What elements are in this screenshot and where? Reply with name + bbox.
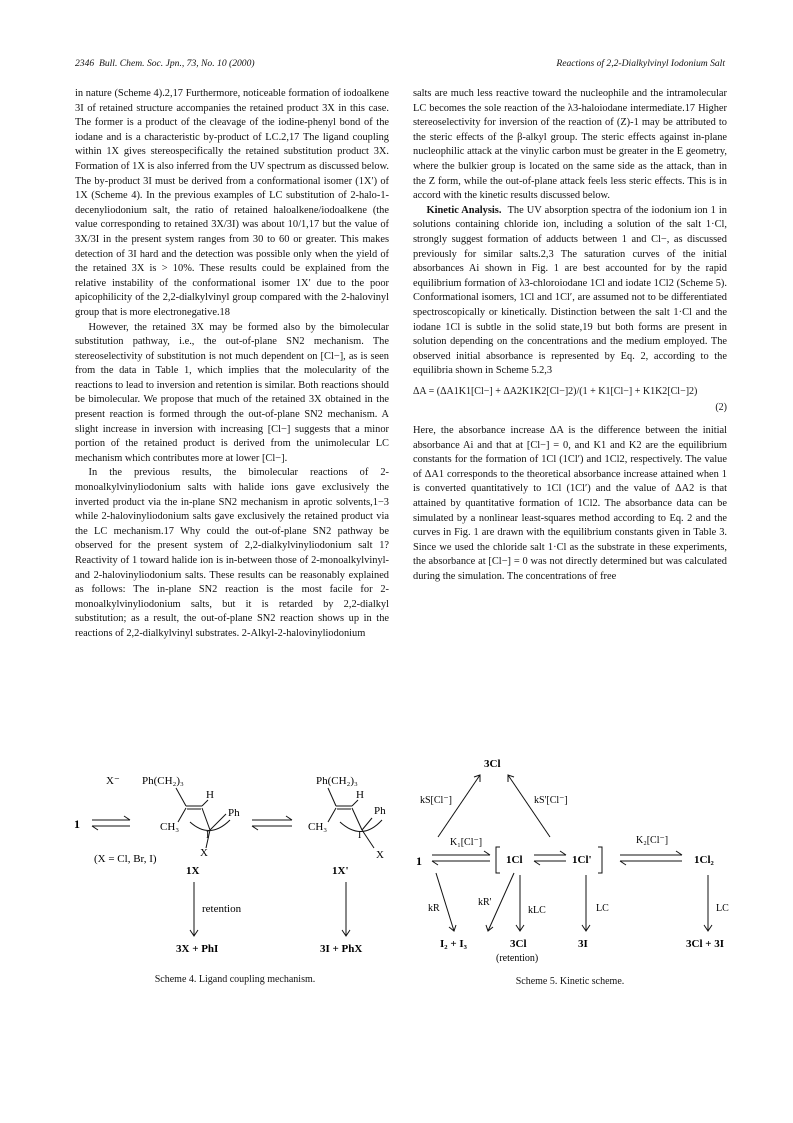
paragraph: However, the retained 3X may be formed also by the bimolecular substitution pathway, i.e., the out-of-plane SN2 mechanism. The stereoselectivity of substitution is not much dependent on [Cl−], as is seen from the data in Table 1, which implies that the molecularity of the reactions to lead to inversion and retention is similar. Both reactions should be bimolecular. We propose that much of the retained 3X obtained in the present reaction is formed through the out-of-plane SN2 mechanism. A slight increase in inversion with increasing [Cl−] suggests that a minor portion of the retained product is derived from the unimolecular LC mechanism which contributes more at lower [Cl−]. <box>75 321 389 464</box>
scheme5-one: 1 <box>416 854 422 868</box>
scheme5-top-3cl: 3Cl <box>484 758 501 770</box>
scheme5-lc-2: LC <box>716 903 729 914</box>
scheme4-x-right: X <box>376 849 384 861</box>
equation-number: (2) <box>715 402 727 414</box>
arrows-to-3cl <box>438 775 550 837</box>
scheme5-product-i2: I₂ + I₃ <box>440 938 467 950</box>
equilibrium-arrow <box>432 851 490 865</box>
scheme5-kr: kR <box>428 903 440 914</box>
scheme5-lc-1: LC <box>596 903 609 914</box>
equilibrium-arrow <box>620 851 682 865</box>
scheme-5 <box>410 755 740 980</box>
scheme4-ch3-left: CH₃ <box>160 821 180 833</box>
bracket-left <box>496 847 500 873</box>
section-heading: Kinetic Analysis. <box>426 204 502 216</box>
scheme5-1cl2: 1Cl₂ <box>694 854 714 866</box>
scheme4-ph-right: Ph <box>374 805 386 817</box>
scheme4-label-1x: 1X <box>186 865 200 877</box>
equilibrium-arrow <box>252 816 292 830</box>
scheme4-product-right: 3I + PhX <box>320 943 363 955</box>
scheme5-klc: kLC <box>528 905 546 916</box>
equilibrium-arrow <box>534 851 566 865</box>
scheme4-x-minus: X⁻ <box>106 775 120 787</box>
scheme5-ks: kS[Cl⁻] <box>420 795 452 806</box>
equilibrium-arrow <box>92 816 130 830</box>
scheme4-label-1xp: 1X' <box>332 865 349 877</box>
scheme5-product-3cl: 3Cl <box>510 938 527 950</box>
scheme4-i-left: I <box>206 830 210 841</box>
left-column <box>75 87 389 642</box>
scheme5-1cl: 1Cl <box>506 854 523 866</box>
scheme4-ch3-right: CH₃ <box>308 821 328 833</box>
scheme-4 <box>70 770 400 990</box>
scheme-5-caption: Scheme 5. Kinetic scheme. <box>515 976 625 987</box>
scheme4-h-left: H <box>206 789 214 801</box>
structure-1xp-bonds <box>328 788 382 848</box>
paragraph: salts are much less reactive toward the nucleophile and the intramolecular LC becomes the sole reaction of the λ3-haloiodane intermediate.17 Higher stereoselectivity for inversion of the reaction of (Z)-1 may be attributed to the steric effects of the β-alkyl group. The steric effects against in-plane nucleophilic attack at the vinylic carbon must be greater in the E geometry, where the bulkier group is located on the same side as the attack, than in the Z form, while the out-of-plane attack feels less steric effects. This is in accord with the kinetic results discussed below. <box>413 88 727 202</box>
scheme5-ks-prime: kS'[Cl⁻] <box>534 795 568 806</box>
scheme4-retention: retention <box>202 903 242 915</box>
scheme4-reactant-1: 1 <box>74 817 80 831</box>
paragraph: Here, the absorbance increase ΔA is the difference between the initial absorbance Ai and that at [Cl−] = 0, and K1 and K2 are the equilibrium constants for the formation of 1Cl (1Cl′) and 1Cl2, respectively. The value of ΔA1 corresponds to the theoretical absorbance increase attained when 1 is converted quantitatively to 1Cl (1Cl′) and the value of ΔA2 is that attained by quantitative formation of 1Cl2. The absorbance data can be simulated by a nonlinear least-squares method according to Eq. 2 and the curves in Fig. 1 are drawn with the equilibrium constants given in Table 3. Since we used the chloride salt 1·Cl as the substrate in these experiments, the absorbance at [Cl−] = 0 was not directly determined but was calculated during the simulation. The concentrations of free <box>413 425 727 582</box>
scheme-4-caption: Scheme 4. Ligand coupling mechanism. <box>154 974 316 985</box>
scheme5-retention: (retention) <box>496 953 539 964</box>
equation-2: ΔA = (ΔA1K1[Cl−] + ΔA2K1K2[Cl−]2)/(1 + K1[Cl−] + K1K2[Cl−]2) <box>413 385 698 397</box>
paragraph: in nature (Scheme 4).2,17 Furthermore, noticeable formation of iodoalkene 3I of retained structure accompanies the retained product 3X in this case. The former is a product of the cleavage of the iodine-phenyl bond of the iodane and is a characteristic by-product of LC.2,17 The ligand coupling within 1X gives stereospecifically the retained substitution product 3X. Formation of 1X is also inferred from the UV spectrum as discussed below. The by-product 3I must be derived from a conformational isomer (1X′) of 1X (Scheme 4). In the previous examples of LC substitution of 2-halo-1-decenyliodonium salt, the ratio of retained haloalkene/iodoalkene (the value corresponding to retained 3X/3I) was about 10/1,17 but the value of 3X/3I in the present system ranges from 30 to 60 or greater. This makes detection of 3I hard and the detection was possible only when the yield of the retained 3X is > 10%. These results could be explained from the relative instability of the conformational isomer 1X′ due to the poor apicophilicity of the 2,2-dialkylvinyl group compared with the 2-halovinyl group that is more electronegative.18 <box>75 88 389 318</box>
scheme4-ph-left: Ph <box>228 807 240 819</box>
running-title: Reactions of 2,2-Dialkylvinyl Iodonium Salt <box>556 58 725 69</box>
scheme4-product-left: 3X + PhI <box>176 943 219 955</box>
scheme4-alkyl-right: Ph(CH₂)₃ <box>316 775 358 787</box>
scheme5-1cl-prime: 1Cl' <box>572 854 592 866</box>
bracket-right <box>598 847 602 873</box>
paragraph: Kinetic Analysis. The UV absorption spectra of the iodonium ion 1 in solutions containing chloride ion, including a solution of the salt 1·Cl, strongly suggest formation of adducts between 1 and Cl−, as discussed previously for similar salts.2,3 The saturation curves of the initial absorbances Ai shown in Fig. 1 are best accounted for by the rapid equilibrium formation of λ3-chloroiodane 1Cl and iodate 1Cl2 (Scheme 5). Conformational isomers, 1Cl and 1Cl′, are assumed not to be differentiated spectroscopically or kinetically. Distinction between the salt 1·Cl and the iodane 1Cl is subtle in the solid state,19 but both forms are present in solution depending on the concentrations and the medium employed. The observed initial absorbance is represented by Eq. 2, according to the equilibria shown in Scheme 5.2,3 <box>413 204 727 377</box>
page-number-journal: 2346 Bull. Chem. Soc. Jpn., 73, No. 10 (2000) <box>75 58 255 69</box>
structure-1x-bonds <box>176 788 230 848</box>
paragraph: In the previous results, the bimolecular reactions of 2-monoalkylvinyliodonium salts with halide ions gave exclusively the inverted product via the in-plane SN2 mechanism in aprotic solvents,1−3 while 2-halovinyliodonium salts gave exclusively the retained product via the LC mechanism.17 Why could the out-of-plane SN2 pathway be observed for the present system of 2,2-dialkylvinyliodonium salt 1? Reactivity of 1 toward halide ion is in-between those of 2-monoalkylvinyl- and 2-halovinyliodonium salts. These results can be reasonably explained as follows: The in-plane SN2 reaction is the most facile for 2-monoalkylvinyliodonium salts, but it is retarded by 2,2-dialkyl substitution; as a result, the out-of-plane SN2 reaction shows up in the reactions of 2,2-dialkylvinyl substrates. 2-Alkyl-2-halovinyliodonium <box>75 467 389 639</box>
page-header <box>75 58 725 72</box>
scheme4-alkyl-left: Ph(CH₂)₃ <box>142 775 184 787</box>
right-column <box>413 87 727 585</box>
scheme4-h-right: H <box>356 789 364 801</box>
scheme4-i-right: I <box>358 830 362 841</box>
scheme5-product-3i: 3I <box>578 938 588 950</box>
scheme4-x-left: X <box>200 847 208 859</box>
scheme5-product-3cl-3i: 3Cl + 3I <box>686 938 725 950</box>
scheme5-k2: K₂[Cl⁻] <box>636 835 669 846</box>
scheme4-x-definition: (X = Cl, Br, I) <box>94 853 157 865</box>
scheme5-kr-prime: kR' <box>478 897 492 908</box>
scheme5-k1: K₁[Cl⁻] <box>450 837 483 848</box>
